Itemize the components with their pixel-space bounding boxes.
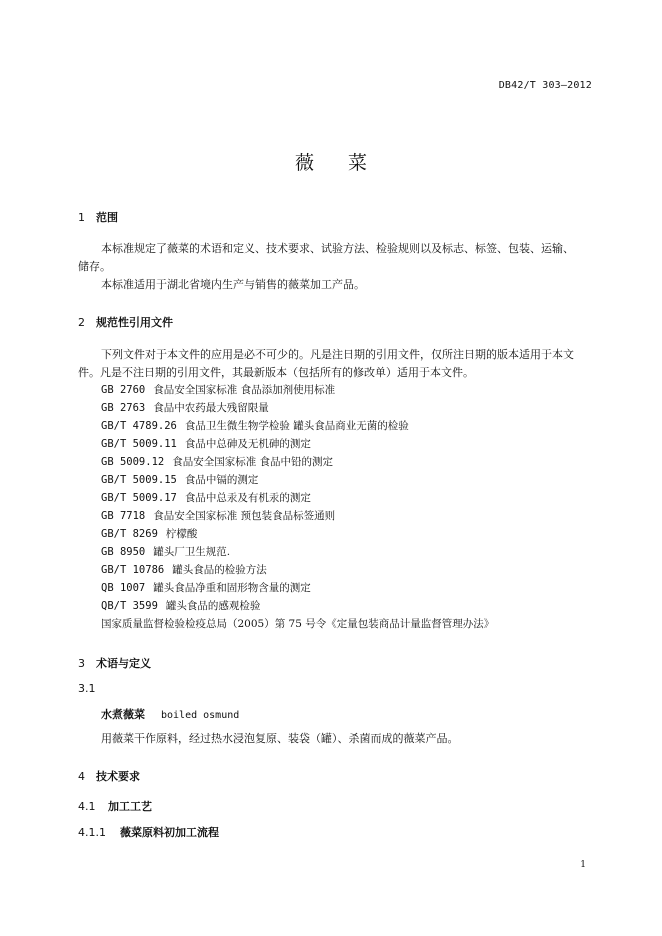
reference-title: 食品中镉的测定 — [184, 474, 259, 486]
standard-code: DB42/T 303—2012 — [498, 80, 592, 91]
reference-item — [101, 580, 311, 595]
reference-title: 食品安全国家标准 食品中铅的测定 — [172, 456, 334, 468]
term-chinese: 水煮薇菜 — [101, 708, 145, 721]
reference-item — [101, 508, 335, 523]
subsection-4-1-1-heading — [78, 824, 219, 840]
references-intro-line-1: 下列文件对于本文件的应用是必不可少的。凡是注日期的引用文件，仅所注日期的版本适用于本文 — [101, 348, 574, 361]
section-number: 1 — [78, 211, 85, 224]
section-4-heading — [78, 768, 140, 784]
document-title: 薇 菜 — [294, 152, 382, 174]
subsection-number: 4.1 — [78, 800, 96, 813]
reference-title: 罐头食品的检验方法 — [172, 564, 267, 576]
reference-code: GB/T 4789.26 — [101, 420, 177, 432]
subsection-title: 加工工艺 — [108, 800, 152, 813]
reference-code: GB 8950 — [101, 546, 146, 558]
term-entry — [101, 706, 239, 722]
reference-item — [101, 544, 230, 559]
reference-code: GB 2760 — [101, 384, 146, 396]
section-number: 2 — [78, 316, 85, 329]
scope-paragraph-1-line-1: 本标准规定了薇菜的术语和定义、技术要求、试验方法、检验规则以及标志、标签、包装、运输、 — [101, 242, 574, 255]
page-number: 1 — [580, 860, 586, 870]
reference-code: QB 1007 — [101, 582, 146, 594]
reference-item — [101, 562, 267, 577]
reference-item — [101, 490, 311, 505]
scope-paragraph-1-line-2: 储存。 — [78, 260, 111, 273]
reference-code: GB 2763 — [101, 402, 146, 414]
reference-item — [101, 382, 335, 397]
reference-code: GB/T 5009.11 — [101, 438, 177, 450]
reference-item — [101, 418, 409, 433]
references-intro-line-2: 件。凡是不注日期的引用文件，其最新版本（包括所有的修改单）适用于本文件。 — [78, 366, 474, 379]
reference-code: QB/T 3599 — [101, 600, 158, 612]
reference-code: GB/T 5009.17 — [101, 492, 177, 504]
reference-title: 食品中总砷及无机砷的测定 — [184, 438, 311, 450]
subsection-title: 薇菜原料初加工流程 — [120, 826, 219, 839]
reference-code: GB/T 5009.15 — [101, 474, 177, 486]
reference-title: 食品卫生微生物学检验 罐头食品商业无菌的检验 — [184, 420, 409, 432]
section-title: 术语与定义 — [96, 657, 151, 670]
section-title: 规范性引用文件 — [96, 316, 173, 329]
reference-item — [101, 526, 197, 541]
section-number: 3 — [78, 657, 85, 670]
scope-paragraph-2: 本标准适用于湖北省境内生产与销售的薇菜加工产品。 — [101, 278, 365, 291]
reference-title: 食品中农药最大残留限量 — [153, 402, 269, 414]
reference-title: 食品安全国家标准 食品添加剂使用标准 — [153, 384, 336, 396]
reference-title: 罐头食品的感观检验 — [165, 600, 261, 612]
subsection-4-1-heading — [78, 798, 152, 814]
reference-code: GB/T 10786 — [101, 564, 165, 576]
reference-code: GB/T 8269 — [101, 528, 158, 540]
reference-item-regulation: 国家质量监督检验检疫总局（2005）第 75 号令《定量包装商品计量监督管理办法》 — [101, 618, 495, 630]
term-definition: 用薇菜干作原料，经过热水浸泡复原、装袋（罐）、杀菌而成的薇菜产品。 — [101, 732, 459, 745]
section-title: 技术要求 — [96, 770, 140, 783]
reference-title: 柠檬酸 — [165, 528, 198, 540]
section-number: 4 — [78, 770, 85, 783]
section-3-heading — [78, 655, 151, 671]
reference-code: GB 5009.12 — [101, 456, 165, 468]
subsection-3-1-number: 3.1 — [78, 682, 96, 695]
section-title: 范围 — [96, 211, 118, 224]
reference-item — [101, 400, 269, 415]
reference-title: 食品安全国家标准 预包装食品标签通则 — [153, 510, 336, 522]
section-2-heading — [78, 314, 173, 330]
reference-item — [101, 454, 333, 469]
section-1-heading — [78, 209, 118, 225]
reference-item — [101, 598, 260, 613]
reference-title: 罐头食品净重和固形物含量的测定 — [153, 582, 311, 594]
reference-item — [101, 436, 311, 451]
reference-title: 罐头厂卫生规范. — [153, 546, 231, 558]
reference-code: GB 7718 — [101, 510, 146, 522]
reference-item — [101, 472, 258, 487]
subsection-number: 4.1.1 — [78, 826, 106, 839]
reference-title: 食品中总汞及有机汞的测定 — [184, 492, 311, 504]
term-english: boiled osmund — [161, 710, 240, 721]
